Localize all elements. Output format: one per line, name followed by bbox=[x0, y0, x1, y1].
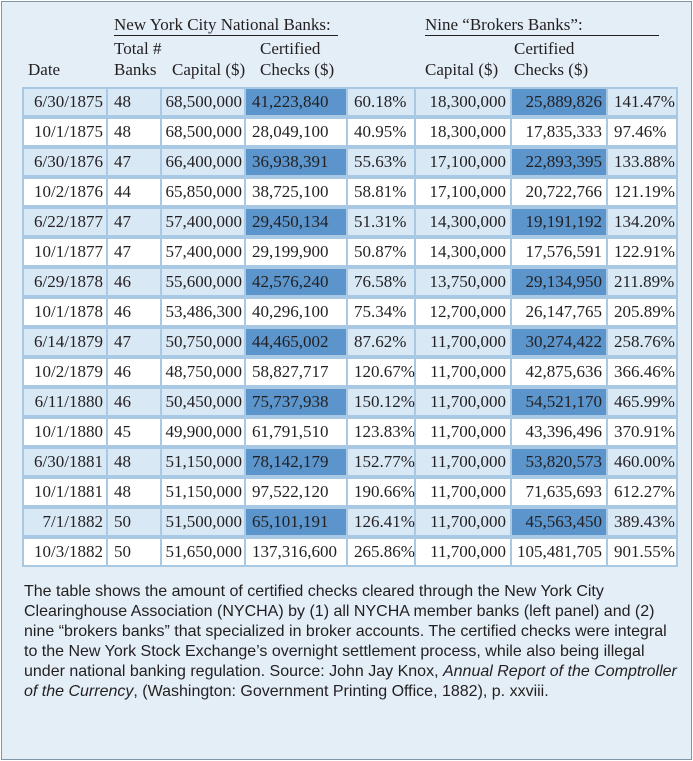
cell-capital: 57,400,000 bbox=[162, 239, 244, 265]
cell-brokers-certified: 42,875,636 bbox=[512, 359, 606, 385]
cell-percent: 60.18% bbox=[348, 89, 414, 115]
nyc-group-title: New York City National Banks: bbox=[114, 15, 331, 34]
caption-main: The table shows the amount of certified checks cleared through the New York City Clearinghouse Association (NYCHA) by (1) all NYCHA member banks (left panel) and (2) nine “brokers banks” that specialized in broker accounts. The certified checks were integral to the New York Stock Exchange’s overnight settlement process, while also being illegal under national banking regulation. bbox=[24, 583, 667, 680]
cell-brokers-percent: 370.91% bbox=[608, 419, 676, 445]
cell-date: 7/1/1882 bbox=[24, 509, 106, 535]
cell-brokers-capital: 11,700,000 bbox=[416, 509, 510, 535]
cell-date: 10/1/1878 bbox=[24, 299, 106, 325]
cell-brokers-capital: 11,700,000 bbox=[416, 329, 510, 355]
table-row bbox=[22, 537, 678, 567]
cell-brokers-capital: 11,700,000 bbox=[416, 449, 510, 475]
table-row bbox=[22, 447, 678, 477]
cell-brokers-percent: 389.43% bbox=[608, 509, 676, 535]
nyc-group-underline bbox=[114, 35, 338, 36]
header-brokers-capital: Capital ($) bbox=[425, 60, 499, 79]
cell-capital: 55,600,000 bbox=[162, 269, 244, 295]
cell-percent: 120.67% bbox=[348, 359, 414, 385]
cell-banks: 47 bbox=[108, 209, 160, 235]
cell-capital: 66,400,000 bbox=[162, 149, 244, 175]
cell-date: 10/1/1881 bbox=[24, 479, 106, 505]
cell-certified: 58,827,717 bbox=[246, 359, 346, 385]
cell-date: 6/11/1880 bbox=[24, 389, 106, 415]
cell-capital: 49,900,000 bbox=[162, 419, 244, 445]
cell-capital: 50,750,000 bbox=[162, 329, 244, 355]
table-frame bbox=[1, 1, 692, 760]
cell-percent: 50.87% bbox=[348, 239, 414, 265]
cell-banks: 47 bbox=[108, 149, 160, 175]
cell-banks: 50 bbox=[108, 509, 160, 535]
table-row bbox=[22, 177, 678, 207]
cell-brokers-capital: 13,750,000 bbox=[416, 269, 510, 295]
cell-brokers-percent: 465.99% bbox=[608, 389, 676, 415]
cell-brokers-percent: 122.91% bbox=[608, 239, 676, 265]
cell-date: 6/22/1877 bbox=[24, 209, 106, 235]
cell-percent: 58.81% bbox=[348, 179, 414, 205]
table-row bbox=[22, 117, 678, 147]
cell-certified: 44,465,002 bbox=[246, 329, 346, 355]
cell-date: 10/1/1877 bbox=[24, 239, 106, 265]
header-capital: Capital ($) bbox=[172, 60, 246, 79]
cell-capital: 68,500,000 bbox=[162, 119, 244, 145]
cell-banks: 47 bbox=[108, 239, 160, 265]
header-date: Date bbox=[28, 60, 61, 79]
cell-banks: 50 bbox=[108, 539, 160, 565]
table-row bbox=[22, 207, 678, 237]
cell-brokers-certified: 71,635,693 bbox=[512, 479, 606, 505]
cell-capital: 53,486,300 bbox=[162, 299, 244, 325]
table-row bbox=[22, 477, 678, 507]
cell-brokers-percent: 460.00% bbox=[608, 449, 676, 475]
cell-certified: 61,791,510 bbox=[246, 419, 346, 445]
cell-brokers-percent: 211.89% bbox=[608, 269, 676, 295]
cell-banks: 48 bbox=[108, 119, 160, 145]
cell-certified: 29,450,134 bbox=[246, 209, 346, 235]
header-certified-line1: Certified bbox=[260, 39, 321, 58]
table-row bbox=[22, 147, 678, 177]
cell-certified: 41,223,840 bbox=[246, 89, 346, 115]
table-row bbox=[22, 237, 678, 267]
cell-brokers-certified: 20,722,766 bbox=[512, 179, 606, 205]
cell-banks: 46 bbox=[108, 359, 160, 385]
cell-brokers-percent: 133.88% bbox=[608, 149, 676, 175]
cell-capital: 57,400,000 bbox=[162, 209, 244, 235]
cell-percent: 126.41% bbox=[348, 509, 414, 535]
cell-percent: 190.66% bbox=[348, 479, 414, 505]
cell-brokers-capital: 11,700,000 bbox=[416, 359, 510, 385]
cell-banks: 48 bbox=[108, 89, 160, 115]
cell-brokers-percent: 612.27% bbox=[608, 479, 676, 505]
header-certified-line2: Checks ($) bbox=[260, 60, 335, 79]
header-brokers-certified-line1: Certified bbox=[514, 39, 575, 58]
cell-certified: 36,938,391 bbox=[246, 149, 346, 175]
cell-brokers-capital: 11,700,000 bbox=[416, 389, 510, 415]
table-row bbox=[22, 297, 678, 327]
brokers-group-underline bbox=[425, 35, 659, 36]
cell-percent: 76.58% bbox=[348, 269, 414, 295]
data-table bbox=[22, 87, 678, 567]
cell-brokers-percent: 366.46% bbox=[608, 359, 676, 385]
cell-banks: 45 bbox=[108, 419, 160, 445]
cell-date: 10/2/1879 bbox=[24, 359, 106, 385]
cell-percent: 152.77% bbox=[348, 449, 414, 475]
table-row bbox=[22, 327, 678, 357]
cell-banks: 46 bbox=[108, 269, 160, 295]
brokers-group-title: Nine “Brokers Banks”: bbox=[425, 15, 583, 34]
cell-brokers-capital: 11,700,000 bbox=[416, 479, 510, 505]
cell-date: 10/2/1876 bbox=[24, 179, 106, 205]
table-row bbox=[22, 357, 678, 387]
cell-percent: 75.34% bbox=[348, 299, 414, 325]
caption-source-suffix: , (Washington: Government Printing Office, 1882), p. xxviii. bbox=[133, 683, 549, 700]
cell-brokers-certified: 25,889,826 bbox=[512, 89, 606, 115]
cell-brokers-capital: 14,300,000 bbox=[416, 209, 510, 235]
cell-date: 6/14/1879 bbox=[24, 329, 106, 355]
cell-certified: 42,576,240 bbox=[246, 269, 346, 295]
cell-date: 6/30/1881 bbox=[24, 449, 106, 475]
cell-certified: 38,725,100 bbox=[246, 179, 346, 205]
cell-brokers-percent: 134.20% bbox=[608, 209, 676, 235]
cell-brokers-percent: 901.55% bbox=[608, 539, 676, 565]
cell-date: 10/1/1875 bbox=[24, 119, 106, 145]
cell-brokers-percent: 97.46% bbox=[608, 119, 676, 145]
cell-percent: 123.83% bbox=[348, 419, 414, 445]
cell-brokers-certified: 43,396,496 bbox=[512, 419, 606, 445]
cell-banks: 44 bbox=[108, 179, 160, 205]
cell-brokers-percent: 205.89% bbox=[608, 299, 676, 325]
cell-percent: 265.86% bbox=[348, 539, 414, 565]
cell-percent: 55.63% bbox=[348, 149, 414, 175]
cell-percent: 51.31% bbox=[348, 209, 414, 235]
caption-source-prefix: Source: John Jay Knox, bbox=[269, 663, 443, 680]
cell-brokers-certified: 45,563,450 bbox=[512, 509, 606, 535]
cell-brokers-certified: 29,134,950 bbox=[512, 269, 606, 295]
cell-date: 6/30/1875 bbox=[24, 89, 106, 115]
cell-brokers-certified: 22,893,395 bbox=[512, 149, 606, 175]
table-row bbox=[22, 507, 678, 537]
cell-certified: 75,737,938 bbox=[246, 389, 346, 415]
table-row bbox=[22, 387, 678, 417]
cell-brokers-certified: 53,820,573 bbox=[512, 449, 606, 475]
cell-date: 10/1/1880 bbox=[24, 419, 106, 445]
cell-brokers-capital: 11,700,000 bbox=[416, 419, 510, 445]
cell-capital: 65,850,000 bbox=[162, 179, 244, 205]
cell-capital: 51,650,000 bbox=[162, 539, 244, 565]
cell-brokers-capital: 11,700,000 bbox=[416, 539, 510, 565]
cell-banks: 46 bbox=[108, 299, 160, 325]
cell-percent: 150.12% bbox=[348, 389, 414, 415]
cell-brokers-certified: 54,521,170 bbox=[512, 389, 606, 415]
cell-capital: 68,500,000 bbox=[162, 89, 244, 115]
cell-banks: 46 bbox=[108, 389, 160, 415]
cell-capital: 51,150,000 bbox=[162, 449, 244, 475]
cell-certified: 65,101,191 bbox=[246, 509, 346, 535]
cell-banks: 48 bbox=[108, 479, 160, 505]
cell-brokers-capital: 17,100,000 bbox=[416, 179, 510, 205]
cell-brokers-certified: 17,835,333 bbox=[512, 119, 606, 145]
cell-brokers-percent: 141.47% bbox=[608, 89, 676, 115]
cell-percent: 87.62% bbox=[348, 329, 414, 355]
cell-brokers-capital: 14,300,000 bbox=[416, 239, 510, 265]
cell-brokers-certified: 17,576,591 bbox=[512, 239, 606, 265]
cell-capital: 51,150,000 bbox=[162, 479, 244, 505]
caption bbox=[24, 582, 679, 702]
cell-brokers-capital: 17,100,000 bbox=[416, 149, 510, 175]
cell-date: 6/30/1876 bbox=[24, 149, 106, 175]
cell-brokers-capital: 12,700,000 bbox=[416, 299, 510, 325]
cell-brokers-certified: 105,481,705 bbox=[512, 539, 606, 565]
cell-certified: 78,142,179 bbox=[246, 449, 346, 475]
caption-source-title: Annual Report of the Comptroller of the Currency bbox=[24, 663, 677, 700]
header-total-banks-line2: Banks bbox=[114, 60, 157, 79]
cell-banks: 48 bbox=[108, 449, 160, 475]
table-row bbox=[22, 267, 678, 297]
cell-date: 6/29/1878 bbox=[24, 269, 106, 295]
cell-percent: 40.95% bbox=[348, 119, 414, 145]
cell-brokers-certified: 30,274,422 bbox=[512, 329, 606, 355]
table-row bbox=[22, 87, 678, 117]
cell-banks: 47 bbox=[108, 329, 160, 355]
cell-brokers-certified: 26,147,765 bbox=[512, 299, 606, 325]
cell-capital: 51,500,000 bbox=[162, 509, 244, 535]
cell-brokers-percent: 258.76% bbox=[608, 329, 676, 355]
cell-brokers-capital: 18,300,000 bbox=[416, 119, 510, 145]
header-brokers-certified-line2: Checks ($) bbox=[514, 60, 589, 79]
table-row bbox=[22, 417, 678, 447]
cell-certified: 40,296,100 bbox=[246, 299, 346, 325]
cell-brokers-certified: 19,191,192 bbox=[512, 209, 606, 235]
cell-certified: 29,199,900 bbox=[246, 239, 346, 265]
cell-brokers-capital: 18,300,000 bbox=[416, 89, 510, 115]
cell-date: 10/3/1882 bbox=[24, 539, 106, 565]
cell-certified: 137,316,600 bbox=[246, 539, 346, 565]
cell-certified: 97,522,120 bbox=[246, 479, 346, 505]
header-total-banks-line1: Total # bbox=[114, 39, 162, 58]
cell-capital: 50,450,000 bbox=[162, 389, 244, 415]
cell-brokers-percent: 121.19% bbox=[608, 179, 676, 205]
cell-certified: 28,049,100 bbox=[246, 119, 346, 145]
cell-capital: 48,750,000 bbox=[162, 359, 244, 385]
